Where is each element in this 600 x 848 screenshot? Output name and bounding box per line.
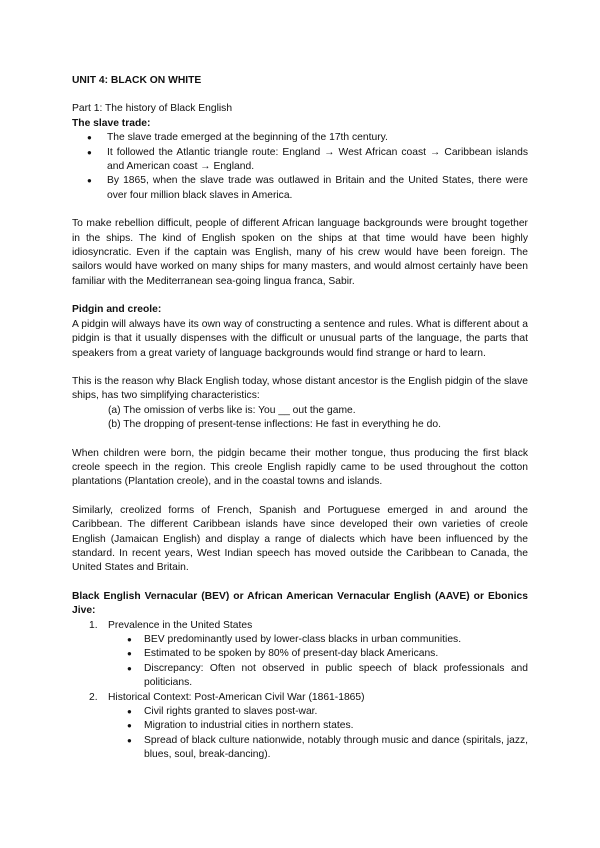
bev-section-title: Historical Context: Post-American Civil War (1861-1865) [108,691,365,703]
bev-section-1 [72,619,528,691]
bev-list [72,619,528,763]
paragraph-children: When children were born, the pidgin became their mother tongue, thus producing the first black creole speech in the region. This creole English rapidly came to be used throughout the cotton plantations (Plantation creole), and in the coastal towns and islands. [72,447,528,488]
list-number: 2. [89,691,98,703]
slave-trade-list [72,131,528,203]
list-item: ● Civil rights granted to slaves post-war. [108,705,528,719]
part-title: Part 1: The history of Black English [72,103,233,115]
bev-sublist [108,705,528,763]
section-heading-bev: Black English Vernacular (BEV) or African American Vernacular English (AAVE) or Ebonics Jive: [72,590,528,617]
paragraph-rebellion: To make rebellion difficult, people of different African language backgrounds were brought together in the ships. The kind of English spoken on the ships at that time would have been highly idiosyncratic. Even if the captain was English, many of his crew would have been foreign. The sailors would have worked on many ships for many masters, and would almost certainly have been familiar with the Mediterranean sea-going lingua franca, Sabir. [72,218,528,287]
list-item: ● It followed the Atlantic triangle route: England → West African coast → Caribbean islands and American coast → England. [72,146,528,175]
bev-sublist [108,633,528,691]
list-item: ● BEV predominantly used by lower-class blacks in urban communities. [108,633,528,647]
characteristic-a: (a) The omission of verbs like is: You __ out the game. [108,404,356,416]
unit-title: UNIT 4: BLACK ON WHITE [72,75,202,86]
section-heading-slave-trade: The slave trade: [72,117,151,129]
paragraph-pidgin: A pidgin will always have its own way of constructing a sentence and rules. What is different about a pidgin is that it usually dispenses with the difficult or unusual parts of the language, the parts that speakers from a great variety of language backgrounds would find strange or hard to learn. [72,318,528,359]
list-item: ● Estimated to be spoken by 80% of present-day black Americans. [108,647,528,661]
list-item: ● The slave trade emerged at the beginning of the 17th century. [72,131,528,145]
paragraph-similarly: Similarly, creolized forms of French, Spanish and Portuguese emerged in and around the Caribbean. The different Caribbean islands have since developed their own varieties of creole English (Jamaican English) and display a range of dialects which have been influenced by the standard. In recent years, West Indian speech has moved outside the Caribbean to Canada, the United States and Britain. [72,504,528,574]
list-item: ● By 1865, when the slave trade was outlawed in Britain and the United States, there were over four million black slaves in America. [72,174,528,203]
bev-section-2 [72,691,528,763]
list-number: 1. [89,619,98,631]
characteristic-b: (b) The dropping of present-tense inflections: He fast in everything he do. [108,419,441,431]
list-item: ● Discrepancy: Often not observed in public speech of black professionals and politicians. [108,662,528,691]
section-heading-pidgin: Pidgin and creole: [72,304,162,316]
paragraph-reason: This is the reason why Black English today, whose distant ancestor is the English pidgin of the slave ships, has two simplifying characteristics: [72,375,528,402]
bev-section-title: Prevalence in the United States [108,619,253,631]
list-item: ● Spread of black culture nationwide, notably through music and dance (spiritals, jazz, blues, soul, break-dancing). [108,734,528,763]
list-item: ● Migration to industrial cities in northern states. [108,719,528,733]
